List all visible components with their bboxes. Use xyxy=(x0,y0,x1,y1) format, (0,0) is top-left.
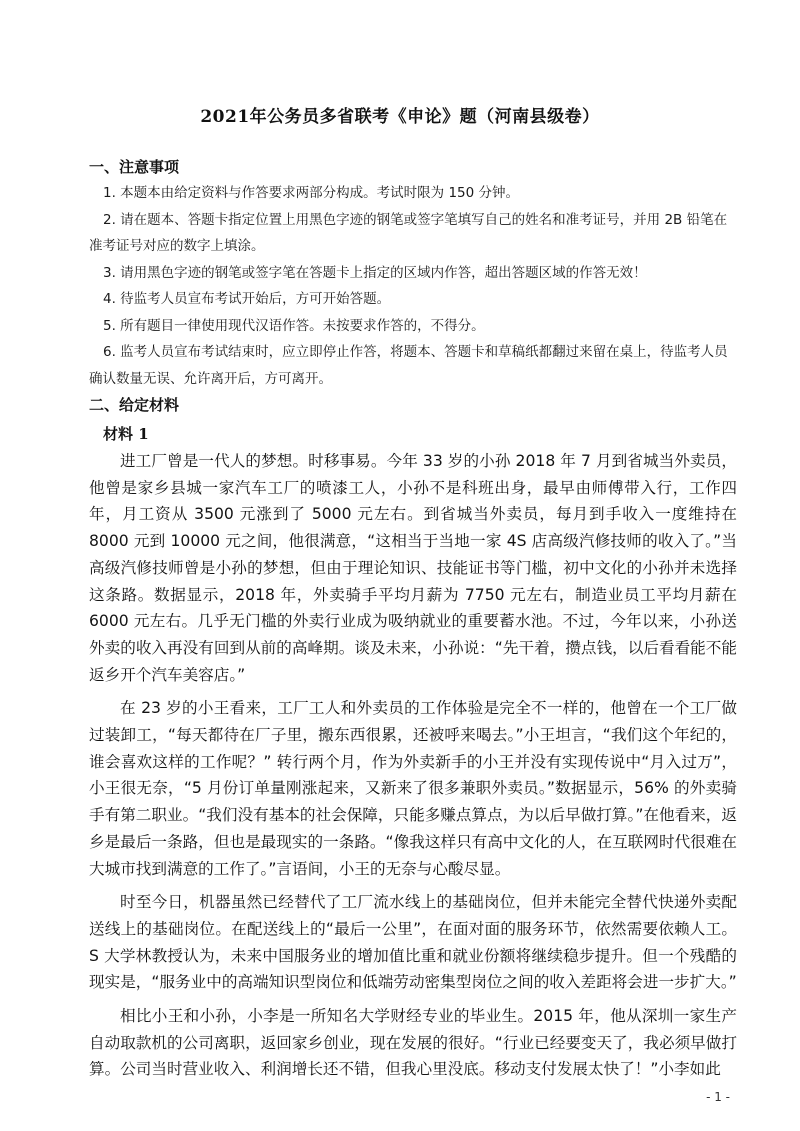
material-paragraph: 时至今日，机器虽然已经替代了工厂流水线上的基础岗位，但并未能完全替代快递外卖配送线上的基础岗位。在配送线上的“最后一公里”，在面对面的服务环节，依然需要依赖人工。S 大学林教授认为，未来中国服务业的增加值比重和就业份额将继续稳步提升。但一个残酷的现实是，“服务业中的高端知识型岗位和低端劳动密集型岗位之间的收入差距将会进一步扩大。” xyxy=(89,893,737,992)
notice-item: 3. 请用黑色字迹的钢笔或签字笔在答题卡上指定的区域内作答，超出答题区域的作答无效！ xyxy=(103,264,647,281)
page-title: 2021年公务员多省联考《申论》题（河南县级卷） xyxy=(200,107,600,127)
notice-item: 2. 请在题本、答题卡指定位置上用黑色字迹的钢笔或签字笔填写自己的姓名和准考证号，并用 2B 铅笔在准考证号对应的数字上填涂。 xyxy=(89,211,728,254)
section-heading-materials: 二、给定材料 xyxy=(89,396,180,414)
notice-item: 4. 待监考人员宣布考试开始后，方可开始答题。 xyxy=(103,291,391,307)
document-body xyxy=(89,154,737,1090)
notice-item: 5. 所有题目一律使用现代汉语作答。未按要求作答的，不得分。 xyxy=(103,317,485,334)
material-paragraph: 相比小王和小孙，小李是一所知名大学财经专业的毕业生。2015 年，他从深圳一家生产自动取款机的公司离职，返回家乡创业，现在发展的很好。“行业已经要变天了，我必须早做打算。公司当时营业收入、利润增长还不错，但我心里没底。移动支付发展太快了！”小李如此 xyxy=(89,1007,737,1079)
notice-item: 1. 本题本由给定资料与作答要求两部分构成。考试时限为 150 分钟。 xyxy=(103,185,520,201)
material-paragraph: 进工厂曾是一代人的梦想。时移事易。今年 33 岁的小孙 2018 年 7 月到省城当外卖员，他曾是家乡县城一家汽车工厂的喷漆工人，小孙不是科班出身，最早由师傅带入行，工作四年，月工资从 3500 元涨到了 5000 元左右。到省城当外卖员，每月到手收入一度维持在 8000 元到 10000 元之间，他很满意，“这相当于当地一家 4S 店高级汽修技师的收入了。”当高级汽修技师曾是小孙的梦想，但由于理论知识、技能证书等门槛，初中文化的小孙并未选择这条路。数据显示，2018 年，外卖骑手平均月薪为 7750 元左右，制造业员工平均月薪在 6000 元左右。几乎无门槛的外卖行业成为吸纳就业的重要蓄水池。不过，今年以来，小孙送外卖的收入再没有回到从前的高峰期。谈及未来，小孙说：“先干着，攒点钱，以后看看能不能返乡开个汽车美容店。” xyxy=(89,452,737,684)
material-heading: 材料 1 xyxy=(103,425,149,443)
notice-item: 6. 监考人员宣布考试结束时，应立即停止作答，将题本、答题卡和草稿纸都翻过来留在桌上，待监考人员确认数量无误、允许离开后，方可离开。 xyxy=(89,344,728,387)
section-heading-notice: 一、注意事项 xyxy=(89,158,180,176)
material-paragraph: 在 23 岁的小王看来，工厂工人和外卖员的工作体验是完全不一样的，他曾在一个工厂做过装卸工，“每天都待在厂子里，搬东西很累，还被呼来喝去。”小王坦言，“我们这个年纪的，谁会喜欢这样的工作呢？” 转行两个月，作为外卖新手的小王并没有实现传说中“月入过万”，小王很无奈，“5 月份订单量刚涨起来，又新来了很多兼职外卖员。”数据显示，56% 的外卖骑手有第二职业。“我们没有基本的社会保障，只能多赚点算点，为以后早做打算。”在他看来，返乡是最后一条路，但也是最现实的一条路。“像我这样只有高中文化的人，在互联网时代很难在大城市找到满意的工作了。”言语间，小王的无奈与心酸尽显。 xyxy=(89,699,737,878)
page-number: - 1 - xyxy=(706,1090,730,1104)
